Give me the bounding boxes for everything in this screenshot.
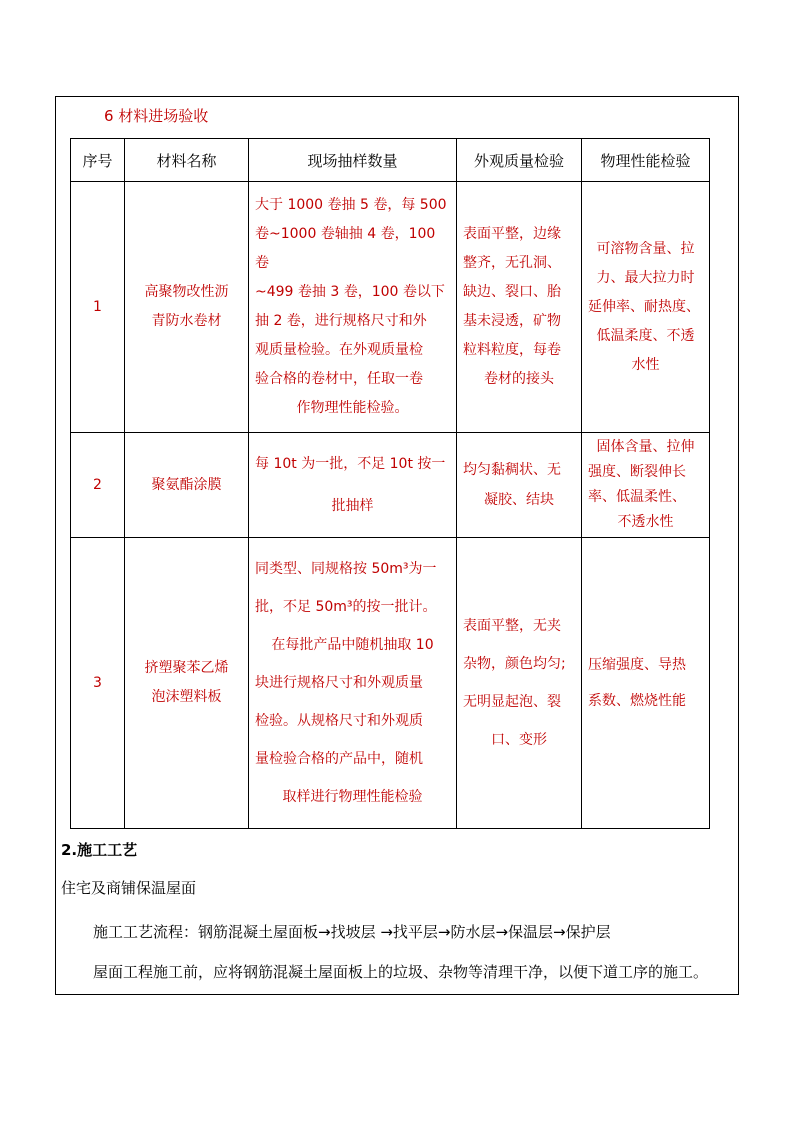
section-title: 6 材料进场验收: [104, 107, 209, 125]
qty-line: 在每批产品中随机抽取 10: [271, 637, 434, 653]
qty-line: 大于 1000 卷抽 5 卷，每 500: [255, 197, 447, 213]
phys-line: 延伸率、耐热度、: [588, 298, 700, 315]
cell-no: 3: [71, 538, 125, 829]
look-line: 卷材的接头: [484, 371, 554, 387]
qty-line: 观质量检验。在外观质量检: [255, 342, 423, 358]
table-row: [71, 538, 710, 829]
qty-line: 同类型、同规格按 50m³为一: [255, 561, 437, 577]
qty-line: 卷~1000 卷轴抽 4 卷，100 卷: [255, 226, 436, 271]
look-line: 均匀黏稠状、无: [463, 462, 561, 478]
header-name: 材料名称: [125, 139, 249, 182]
table-row: [71, 182, 710, 433]
look-line: 表面平整，边缘: [463, 226, 561, 242]
cell-physical: [582, 433, 710, 538]
cell-appearance: [457, 182, 582, 433]
look-line: 杂物，颜色均匀;: [463, 656, 566, 672]
section-heading: 2.施工工艺: [61, 841, 138, 859]
qty-line: 块进行规格尺寸和外观质量: [255, 675, 423, 691]
qty-line: 每 10t 为一批，不足 10t 按一: [255, 456, 446, 472]
qty-line: 批抽样: [331, 498, 374, 514]
table-header-row: [71, 139, 710, 182]
cell-physical: [582, 182, 710, 433]
name-line: 青防水卷材: [151, 313, 222, 329]
phys-line: 可溶物含量、拉: [596, 240, 695, 257]
qty-line: 抽 2 卷，进行规格尺寸和外: [255, 313, 427, 329]
phys-line: 系数、燃烧性能: [588, 693, 686, 709]
paragraph-preparation: 屋面工程施工前，应将钢筋混凝土屋面板上的垃圾、杂物等清理干净，以便下道工序的施工。: [93, 963, 709, 981]
cell-name: [125, 433, 249, 538]
name-line: 高聚物改性沥: [144, 284, 229, 300]
qty-line: 批，不足 50m³的按一批计。: [255, 599, 437, 615]
phys-line: 不透水性: [617, 514, 674, 530]
look-line: 口、变形: [491, 732, 547, 748]
cell-name: [125, 538, 249, 829]
qty-line: 检验。从规格尺寸和外观质: [255, 713, 423, 729]
material-inspection-table: [70, 138, 710, 829]
phys-line: 强度、断裂伸长: [588, 464, 686, 480]
name-line: 聚氨酯涂膜: [151, 476, 222, 493]
look-line: 凝胶、结块: [484, 492, 554, 508]
look-line: 无明显起泡、裂: [463, 694, 561, 710]
cell-no: 1: [71, 182, 125, 433]
qty-line: 量检验合格的产品中，随机: [255, 751, 423, 767]
look-line: 基未浸透，矿物: [463, 313, 561, 329]
cell-physical: [582, 538, 710, 829]
phys-line: 率、低温柔性、: [588, 489, 686, 505]
header-appearance: 外观质量检验: [457, 139, 582, 182]
name-line: 泡沫塑料板: [151, 689, 222, 705]
header-physical: 物理性能检验: [582, 139, 710, 182]
phys-line: 水性: [631, 356, 660, 373]
phys-line: 力、最大拉力时: [596, 269, 695, 286]
look-line: 缺边、裂口、胎: [463, 284, 561, 300]
cell-name: [125, 182, 249, 433]
qty-line: 取样进行物理性能检验: [282, 789, 423, 805]
phys-line: 低温柔度、不透: [596, 327, 695, 344]
header-qty: 现场抽样数量: [249, 139, 457, 182]
look-line: 粒料粒度，每卷: [463, 342, 561, 358]
qty-line: 作物理性能检验。: [296, 400, 409, 416]
cell-no: 2: [71, 433, 125, 538]
cell-appearance: [457, 433, 582, 538]
cell-appearance: [457, 538, 582, 829]
paragraph-subtitle: 住宅及商铺保温屋面: [61, 879, 197, 897]
cell-qty: [249, 433, 457, 538]
phys-line: 固体含量、拉伸: [596, 439, 695, 455]
paragraph-process-flow: 施工工艺流程：钢筋混凝土屋面板→找坡层 →找平层→防水层→保温层→保护层: [93, 923, 611, 941]
cell-qty: [249, 182, 457, 433]
phys-line: 压缩强度、导热: [588, 657, 686, 673]
qty-line: 验合格的卷材中，任取一卷: [255, 371, 423, 387]
qty-line: ~499 卷抽 3 卷，100 卷以下: [255, 284, 445, 300]
name-line: 挤塑聚苯乙烯: [144, 660, 229, 676]
look-line: 表面平整，无夹: [463, 618, 561, 634]
cell-qty: [249, 538, 457, 829]
table-row: [71, 433, 710, 538]
header-no: 序号: [71, 139, 125, 182]
look-line: 整齐，无孔洞、: [463, 255, 561, 271]
